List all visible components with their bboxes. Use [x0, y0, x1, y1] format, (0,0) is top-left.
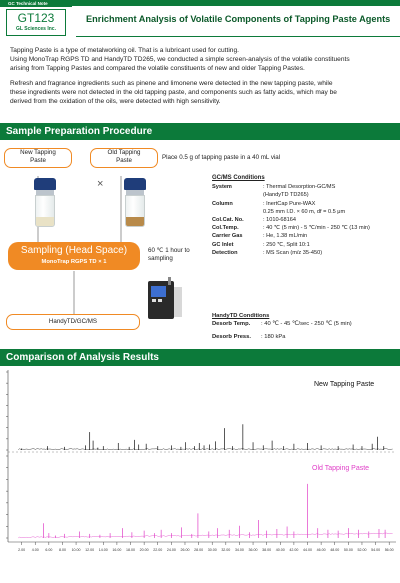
gcms-row	[212, 232, 370, 240]
series-baseline	[18, 449, 392, 450]
x-tick-label: 6.00	[45, 548, 53, 552]
x-tick-label: 46.00	[316, 548, 326, 552]
x-tick-label: 22.00	[153, 548, 163, 552]
sampling-device: MonoTrap RGPS TD × 1	[41, 259, 107, 265]
intro-paragraph-2	[10, 79, 395, 106]
title-divider	[76, 36, 400, 37]
x-tick-label: 14.00	[98, 548, 108, 552]
note-line2: sampling	[148, 255, 173, 262]
handytd-device-icon	[146, 277, 184, 321]
x-tick-label: 16.00	[112, 548, 122, 552]
x-tick-label: 4.00	[31, 548, 39, 552]
intro-paragraph-1	[10, 46, 395, 73]
gcms-row-key	[212, 191, 263, 199]
gcms-row-value: (HandyTD TD265)	[263, 192, 309, 199]
intro-p2-line2: these ingredients were not detected in the old tapping paste, and components such as fatty acids, which may be	[10, 89, 337, 96]
place-instruction: Place 0.5 g of tapping paste in a 40 mL vial	[162, 154, 281, 161]
series-baseline	[18, 533, 392, 538]
intro-p1-line1: Tapping Paste is a type of metalworking oil. That is a lubricant used for cutting.	[10, 47, 239, 54]
gcms-heading: GC/MS Conditions	[212, 175, 265, 181]
desorb-press-key: Desorb Press.	[212, 333, 251, 340]
doc-badge	[0, 0, 72, 38]
new-paste-label	[4, 148, 72, 168]
x-tick-label: 40.00	[275, 548, 285, 552]
old-paste-label	[90, 148, 158, 168]
times-symbol: ×	[97, 178, 104, 190]
badge-box	[6, 9, 66, 36]
intro-p2-line1: Refresh and fragrance ingredients such as pinene and limonene were detected in the new tapping paste, while	[10, 80, 333, 87]
intro-p1-line3: arising from Tapping Pastes and compared the volatile constituents of new and older Tapping Pastes.	[10, 65, 305, 72]
chromatogram-svg	[0, 366, 400, 578]
old-paste-label-l2: Paste	[116, 157, 132, 164]
x-tick-label: 10.00	[71, 548, 81, 552]
x-tick-label: 48.00	[330, 548, 340, 552]
x-tick-label: 38.00	[262, 548, 272, 552]
intro-p2-line3: derived from the oxidation of the oils, were detected with high sensitivity.	[10, 98, 221, 105]
gcms-row-value: : 1010-68164	[263, 217, 296, 224]
x-tick-label: 52.00	[357, 548, 367, 552]
desorb-press-row	[212, 333, 352, 341]
section-heading-sample-prep: Sample Preparation Procedure	[0, 123, 400, 140]
handytd-heading: HandyTD Conditions	[212, 313, 270, 319]
x-tick-label: 44.00	[303, 548, 313, 552]
gcms-row-key: Carrier Gas	[212, 233, 243, 240]
gcms-row-key: System	[212, 184, 232, 191]
gcms-row-value: : InertCap Pure-WAX	[263, 200, 316, 207]
series-label: New Tapping Paste	[314, 381, 375, 388]
x-tick-label: 50.00	[343, 548, 353, 552]
section-heading-results: Comparison of Analysis Results	[0, 349, 400, 366]
x-tick-label: 26.00	[180, 548, 190, 552]
gcms-row	[212, 249, 370, 257]
gcms-row-value: : He, 1.38 mL/min	[263, 233, 308, 240]
chromatogram-chart	[0, 366, 400, 578]
note-line1: 60 ℃ 1 hour to	[148, 247, 190, 254]
x-tick-label: 20.00	[139, 548, 149, 552]
gcms-row-key: Column	[212, 200, 233, 207]
series-label: Old Tapping Paste	[312, 465, 370, 472]
gcms-row-key	[212, 208, 263, 216]
gcms-row-value: : Thermal Desorption-GC/MS	[263, 184, 336, 191]
x-tick-label: 30.00	[207, 548, 217, 552]
gcms-rows	[212, 183, 370, 257]
new-paste-vial	[34, 178, 56, 228]
gcms-row-value: : 250 ℃, Split 10:1	[263, 241, 310, 248]
desorb-press-value: : 180 kPa	[261, 333, 286, 340]
handytd-gcms-step: HandyTD/GC/MS	[6, 314, 140, 330]
old-paste-label-l1: Old Tapping	[107, 149, 141, 156]
gcms-row	[212, 191, 370, 199]
gcms-row	[212, 208, 370, 216]
page-title: Enrichment Analysis of Volatile Components of Tapping Paste Agents	[86, 14, 391, 24]
desorb-temp-value: : 40 ℃ - 45 ℃/sec - 250 ℃ (5 min)	[261, 321, 352, 328]
gcms-row	[212, 183, 370, 191]
desorb-temp-row	[212, 320, 352, 328]
old-paste-vial	[124, 178, 146, 228]
x-tick-label: 32.00	[221, 548, 231, 552]
x-tick-label: 54.00	[371, 548, 381, 552]
x-tick-label: 56.00	[384, 548, 394, 552]
gcms-row-key: Detection	[212, 249, 238, 256]
gcms-row-key: Col.Temp.	[212, 225, 239, 232]
doc-id: GT123	[17, 11, 55, 25]
gcms-row	[212, 224, 370, 232]
new-paste-label-l2: Paste	[30, 157, 46, 164]
sampling-step	[8, 242, 140, 270]
desorb-temp-key: Desorb Temp.	[212, 321, 251, 328]
new-paste-label-l1: New Tapping	[20, 149, 56, 156]
x-tick-label: 24.00	[166, 548, 176, 552]
gcms-row-value: 0.25 mm I.D. × 60 m, df = 0.5 μm	[263, 208, 346, 215]
x-tick-label: 36.00	[248, 548, 258, 552]
sampling-condition-note	[148, 247, 190, 263]
intro-p1-line2: Using MonoTrap RGPS TD and HandyTD TD265, we conducted a simple screen-analysis of the volatile constituents	[10, 56, 350, 63]
x-tick-label: 28.00	[194, 548, 204, 552]
x-tick-label: 18.00	[126, 548, 136, 552]
gcms-row-value: : MS Scan (m/z 35-450)	[263, 249, 323, 256]
gcms-row-key: GC Inlet	[212, 241, 234, 248]
gcms-row	[212, 241, 370, 249]
gcms-row-value: : 40 ℃ (5 min) - 5 ℃/min - 250 ℃ (13 min)	[263, 225, 370, 232]
intro-text	[10, 46, 395, 112]
handytd-conditions	[212, 312, 352, 341]
gcms-row-key: Col.Cat. No.	[212, 217, 244, 224]
x-tick-label: 12.00	[85, 548, 95, 552]
gcms-row	[212, 200, 370, 208]
x-tick-label: 42.00	[289, 548, 299, 552]
gcms-conditions	[212, 174, 370, 257]
x-tick-label: 8.00	[58, 548, 66, 552]
x-tick-label: 34.00	[234, 548, 244, 552]
badge-top-label: GC Technical Note	[0, 0, 72, 7]
x-tick-label: 2.00	[18, 548, 26, 552]
sampling-title: Sampling (Head Space)	[20, 245, 128, 256]
gcms-row	[212, 216, 370, 224]
company-name: GL Sciences Inc.	[16, 26, 56, 32]
